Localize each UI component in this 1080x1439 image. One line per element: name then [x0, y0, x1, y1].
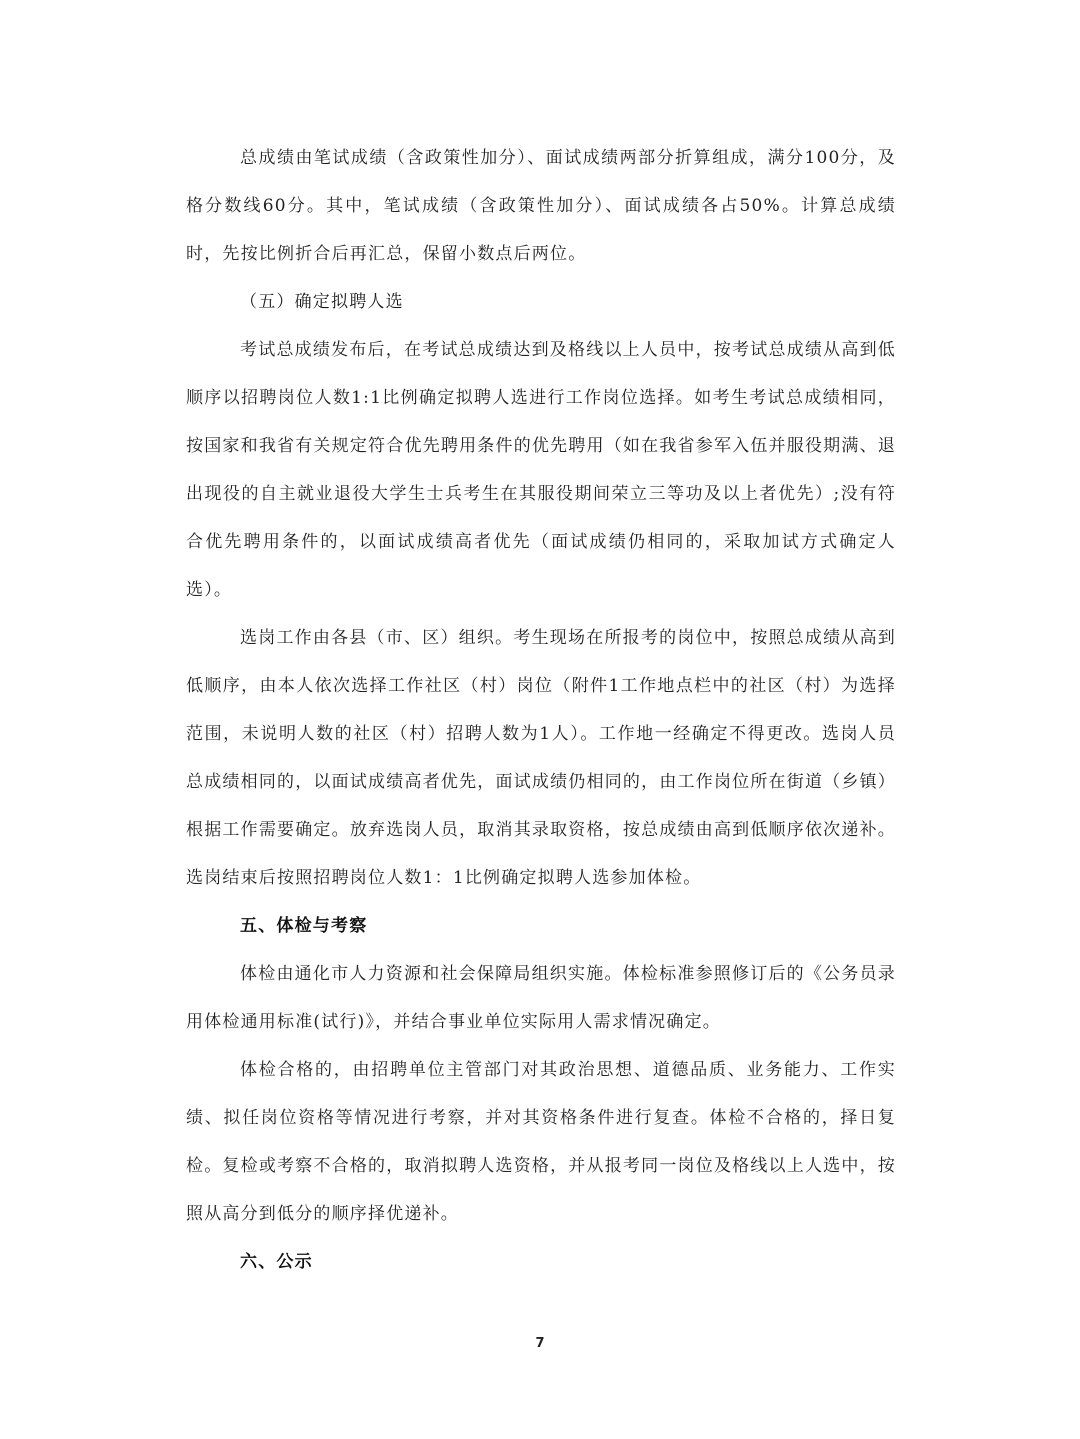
subsection-heading-5: （五）确定拟聘人选 [240, 292, 404, 312]
paragraph-physical-exam: 体检由通化市人力资源和社会保障局组织实施。体检标准参照修订后的《公务员录用体检通用标准(试行)》，并结合事业单位实际用人需求情况确定。 [186, 964, 896, 1032]
section-heading-6: 六、公示 [240, 1252, 313, 1272]
document-body [186, 134, 896, 1286]
page-number: 7 [535, 1336, 545, 1351]
paragraph-candidate-selection: 考试总成绩发布后，在考试总成绩达到及格线以上人员中，按考试总成绩从高到低顺序以招聘岗位人数1:1比例确定拟聘人选进行工作岗位选择。如考生考试总成绩相同，按国家和我省有关规定符合优先聘用条件的优先聘用（如在我省参军入伍并服役期满、退出现役的自主就业退役大学生士兵考生在其服役期间荣立三等功及以上者优先）;没有符合优先聘用条件的，以面试成绩高者优先（面试成绩仍相同的，采取加试方式确定人选）。 [186, 340, 896, 600]
paragraph-inspection: 体检合格的，由招聘单位主管部门对其政治思想、道德品质、业务能力、工作实绩、拟任岗位资格等情况进行考察，并对其资格条件进行复查。体检不合格的，择日复检。复检或考察不合格的，取消拟聘人选资格，并从报考同一岗位及格线以上人选中，按照从高分到低分的顺序择优递补。 [186, 1060, 896, 1224]
paragraph-post-selection: 选岗工作由各县（市、区）组织。考生现场在所报考的岗位中，按照总成绩从高到低顺序，由本人依次选择工作社区（村）岗位（附件1工作地点栏中的社区（村）为选择范围，未说明人数的社区（村）招聘人数为1人）。工作地一经确定不得更改。选岗人员总成绩相同的，以面试成绩高者优先，面试成绩仍相同的，由工作岗位所在街道（乡镇）根据工作需要确定。放弃选岗人员，取消其录取资格，按总成绩由高到低顺序依次递补。选岗结束后按照招聘岗位人数1：1比例确定拟聘人选参加体检。 [186, 628, 896, 888]
paragraph-total-score: 总成绩由笔试成绩（含政策性加分）、面试成绩两部分折算组成，满分100分，及格分数线60分。其中，笔试成绩（含政策性加分）、面试成绩各占50%。计算总成绩时，先按比例折合后再汇总，保留小数点后两位。 [186, 148, 896, 264]
section-heading-5: 五、体检与考察 [240, 916, 368, 936]
